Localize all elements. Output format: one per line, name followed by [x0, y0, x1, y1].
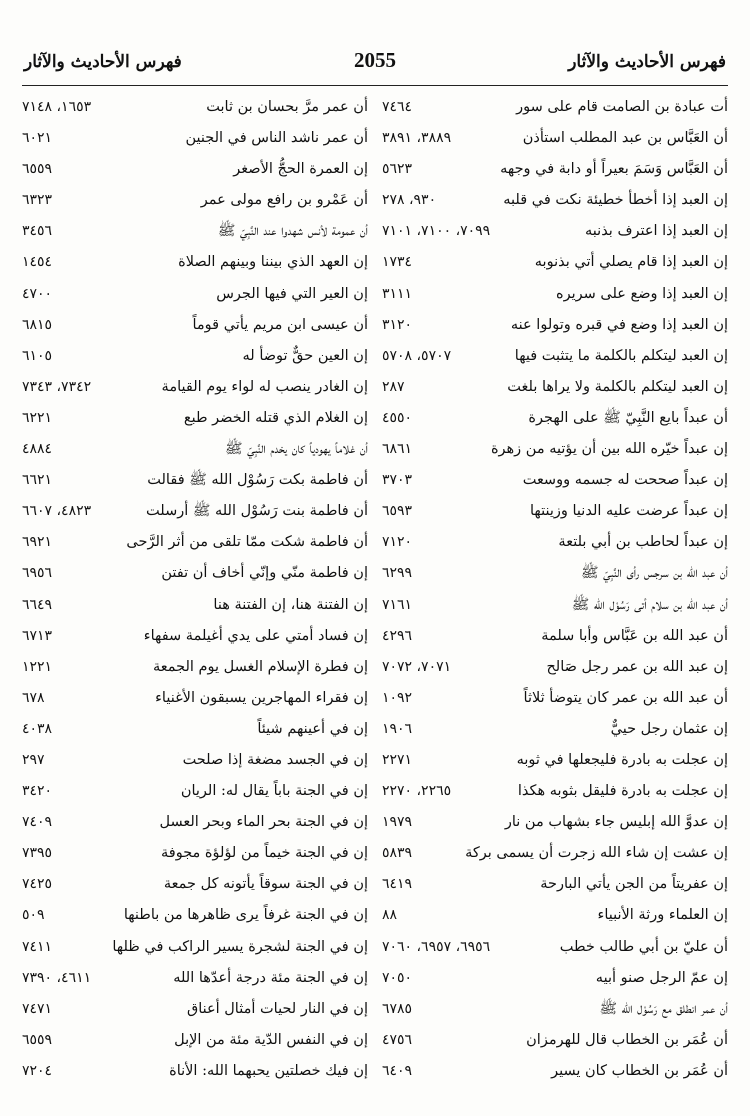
entry-numbers: ٦١٠٥ — [22, 347, 53, 364]
index-entry — [22, 434, 368, 465]
entry-numbers: ٥٨٣٩ — [382, 845, 413, 862]
index-entry — [382, 621, 728, 652]
entry-numbers: ٥٧٠٧، ٥٧٠٨ — [382, 347, 452, 364]
index-entry — [382, 92, 728, 123]
entry-text: إن في النفس الدّية مئة من الإبل — [174, 1031, 368, 1048]
index-entry — [382, 869, 728, 900]
entry-numbers: ٤٧٠٠ — [22, 285, 53, 302]
entry-numbers: ٧٣٩٥ — [22, 845, 53, 862]
entry-text: إن في الجنة مئة درجة أعدّها الله — [173, 969, 368, 986]
index-entry — [22, 1025, 368, 1056]
index-entry — [382, 279, 728, 310]
entry-text: إن العير التي فيها الجرس — [216, 285, 368, 302]
index-entry — [382, 123, 728, 154]
index-entry — [382, 745, 728, 776]
entry-numbers: ٦٧٨ — [22, 689, 45, 706]
index-entry — [22, 496, 368, 527]
entry-numbers: ١٩٠٦ — [382, 720, 413, 737]
entry-numbers: ٧٠٧١، ٧٠٧٢ — [382, 658, 452, 675]
entry-text: إن في الجنة باباً يقال له: الريان — [180, 783, 368, 800]
entry-text: أن عمر مرَّ بحسان بن ثابت — [206, 99, 368, 115]
entry-text: إن في الجسد مضغة إذا صلحت — [182, 751, 368, 768]
entry-text: إن العبد ليتكلم بالكلمة ما يتثبت فيها — [514, 347, 728, 364]
page-number: 2055 — [354, 48, 396, 72]
entry-text: أن العَبَّاس وَسَمَ بعيراً أو دابة في وجهه — [500, 161, 728, 178]
entry-numbers: ٧٤٦٤ — [382, 99, 413, 115]
index-entry — [22, 776, 368, 807]
index-entry — [382, 465, 728, 496]
index-entry — [22, 92, 368, 123]
index-entry — [382, 558, 728, 589]
index-entry — [22, 932, 368, 963]
index-entry — [382, 932, 728, 963]
index-entry — [382, 216, 728, 247]
entry-numbers: ٧١٦١ — [382, 596, 413, 613]
index-entry — [22, 590, 368, 621]
entry-text: أن فاطمة شكت ممّا تلقى من أثر الرَّحى — [126, 534, 368, 551]
entry-numbers: ٧٢٠٤ — [22, 1062, 53, 1079]
entry-numbers: ٦٠٢١ — [22, 130, 53, 147]
entry-numbers: ٦٦٤٩ — [22, 596, 53, 613]
entry-numbers: ١٦٥٣، ٧١٤٨ — [22, 99, 92, 115]
entry-numbers: ٤٠٣٨ — [22, 720, 53, 737]
entry-text: إن عبداً لحاطب بن أبي بلتعة — [558, 534, 728, 551]
index-entry — [382, 807, 728, 838]
index-entry — [382, 247, 728, 278]
entry-numbers: ٦٣٢٣ — [22, 192, 53, 209]
index-entry — [22, 869, 368, 900]
entry-numbers: ٢٩٧ — [22, 751, 45, 768]
entry-numbers: ٩٣٠، ٢٧٨ — [382, 192, 437, 209]
index-entry — [22, 154, 368, 185]
entry-text: إن في الجنة سوقاً يأتونه كل جمعة — [163, 876, 368, 893]
entry-numbers: ٦٥٥٩ — [22, 1031, 53, 1048]
entry-numbers: ١٤٥٤ — [22, 254, 53, 271]
entry-numbers: ٤٨٢٣، ٦٦٠٧ — [22, 503, 92, 520]
entry-text: إن العبد ليتكلم بالكلمة ولا يراها بلغت — [507, 378, 728, 395]
entry-text: أن عَمْرو بن رافع مولى عمر — [200, 192, 368, 209]
index-entry — [22, 807, 368, 838]
entry-numbers: ٥٦٢٣ — [382, 161, 413, 178]
entry-text: إن عبداً عرضت عليه الدنيا وزينتها — [530, 503, 728, 520]
index-entry — [22, 372, 368, 403]
entry-text: إن في النار لحيات أمثال أعناق — [186, 1000, 368, 1017]
index-entry — [382, 403, 728, 434]
entry-numbers: ٦٥٩٣ — [382, 503, 413, 520]
entry-text: أن فاطمة بكت رَسُوْل الله ﷺ فقالت — [147, 472, 368, 489]
entry-numbers: ٤٧٥٦ — [382, 1031, 413, 1048]
entry-numbers: ٣٧٠٣ — [382, 472, 413, 489]
entry-numbers: ٣٤٢٠ — [22, 783, 53, 800]
entry-text: أت عبادة بن الصامت قام على سور — [516, 99, 728, 115]
entry-numbers: ٧١٢٠ — [382, 534, 413, 551]
entry-text: أن عمر ناشد الناس في الجنين — [185, 130, 368, 147]
entry-text: إن فطرة الإسلام الغسل يوم الجمعة — [152, 658, 368, 675]
entry-text: أن عبد الله بن عَبَّاس وأبا سلمة — [541, 627, 728, 644]
index-entry — [22, 527, 368, 558]
entry-text: أن عيسى ابن مريم يأتي قوماً — [192, 316, 368, 333]
entry-text: إن العين حقٌّ توضأ له — [242, 347, 368, 364]
entry-text: إن العبد إذا أخطأ خطيئة نكت في قلبه — [503, 192, 728, 209]
entry-numbers: ٥٠٩ — [22, 907, 45, 924]
index-entry — [22, 994, 368, 1025]
entry-numbers: ١٠٩٢ — [382, 689, 413, 706]
entry-text: إن العبد إذا اعترف بذنبه — [585, 223, 728, 240]
entry-numbers: ٦٧٨٥ — [382, 1000, 413, 1017]
index-entry — [22, 1056, 368, 1087]
entry-numbers: ٦٢٩٩ — [382, 565, 413, 582]
entry-numbers: ٧٤٧١ — [22, 1000, 53, 1017]
entry-text: إن فاطمة منّي وإنّي أخاف أن تفتن — [161, 565, 368, 582]
index-entry — [382, 1025, 728, 1056]
index-entry — [382, 714, 728, 745]
index-entry — [382, 652, 728, 683]
entry-text: أن عمومة لأنس شهدوا عند النَّبِيّ ﷺ — [217, 223, 368, 240]
index-entry — [22, 216, 368, 247]
index-entry — [22, 745, 368, 776]
entry-numbers: ٧٤٢٥ — [22, 876, 53, 893]
entry-numbers: ١٢٢١ — [22, 658, 53, 675]
entry-text: إن العهد الذي بيننا وبينهم الصلاة — [178, 254, 368, 271]
index-entry — [382, 527, 728, 558]
index-column-right — [382, 92, 728, 1087]
entry-text: إن في الجنة خيماً من لؤلؤة مجوفة — [161, 845, 368, 862]
index-entry — [22, 123, 368, 154]
entry-numbers: ٧٤٠٩ — [22, 814, 53, 831]
entry-text: إن العبد إذا وضع على سريره — [555, 285, 728, 302]
entry-text: إن العلماء ورثة الأنبياء — [597, 907, 728, 924]
entry-text: أن عبد الله بن عمر كان يتوضأ ثلاثاً — [523, 689, 728, 706]
index-entry — [382, 154, 728, 185]
entry-numbers: ٦٨١٥ — [22, 316, 53, 333]
header-rule — [22, 85, 728, 86]
entry-numbers: ٧٣٤٢، ٧٣٤٣ — [22, 378, 92, 395]
entry-numbers: ٧٤١١ — [22, 938, 53, 955]
index-entry — [382, 496, 728, 527]
entry-numbers: ٦٩٥٦، ٦٩٥٧، ٧٠٦٠ — [382, 938, 491, 955]
entry-numbers: ٨٨ — [382, 907, 398, 924]
index-entry — [382, 185, 728, 216]
index-entry — [22, 185, 368, 216]
index-entry — [382, 900, 728, 931]
entry-numbers: ٣١٢٠ — [382, 316, 413, 333]
entry-text: إن عشت إن شاء الله زجرت أن يسمى بركة — [465, 845, 728, 862]
index-entry — [382, 590, 728, 621]
index-entry — [22, 310, 368, 341]
index-entry — [382, 434, 728, 465]
index-entry — [22, 838, 368, 869]
index-entry — [22, 247, 368, 278]
index-entry — [22, 714, 368, 745]
entry-text: إن عجلت به بادرة فليجعلها في ثوبه — [516, 751, 728, 768]
entry-numbers: ٤٦١١، ٧٣٩٠ — [22, 969, 92, 986]
entry-numbers: ٢٨٧ — [382, 378, 405, 395]
entry-numbers: ٢٢٦٥، ٢٢٧٠ — [382, 783, 452, 800]
entry-text: أن عبداً بايع النَّبِيّ ﷺ على الهجرة — [528, 409, 728, 426]
index-entry — [22, 900, 368, 931]
entry-text: إن في أعينهم شيئاً — [257, 720, 368, 737]
index-entry — [22, 279, 368, 310]
entry-text: أن غلاماً يهودياً كان يخدم النَّبِيّ ﷺ — [224, 441, 368, 458]
entry-text: إن فساد أمتي على يدي أغيلمة سفهاء — [143, 627, 368, 644]
entry-numbers: ٦٦٢١ — [22, 472, 53, 489]
index-entry — [382, 838, 728, 869]
entry-text: إن عمّ الرجل صنو أبيه — [595, 969, 728, 986]
entry-numbers: ٤٥٥٠ — [382, 409, 413, 426]
entry-text: إن في الجنة غرفاً يرى ظاهرها من باطنها — [123, 907, 368, 924]
index-entry — [382, 994, 728, 1025]
index-entry — [382, 1056, 728, 1087]
entry-numbers: ٦٩٥٦ — [22, 565, 53, 582]
entry-numbers: ٧٠٩٩، ٧١٠٠، ٧١٠١ — [382, 223, 491, 240]
entry-numbers: ٦٧١٣ — [22, 627, 53, 644]
entry-numbers: ٦٢٢١ — [22, 409, 53, 426]
entry-text: إن الفتنة هنا، إن الفتنة هنا — [213, 596, 368, 613]
entry-text: إن الغلام الذي قتله الخضر طبع — [183, 409, 368, 426]
entry-numbers: ٦٨٦١ — [382, 441, 413, 458]
entry-numbers: ١٩٧٩ — [382, 814, 413, 831]
index-entry — [22, 963, 368, 994]
entry-numbers: ٤٢٩٦ — [382, 627, 413, 644]
entry-text: أن عمر انطلق مع رَسُوْل الله ﷺ — [599, 1000, 728, 1017]
entry-numbers: ٣٤٥٦ — [22, 223, 53, 240]
entry-text: أن عليّ بن أبي طالب خطب — [559, 938, 728, 955]
entry-text: إن العبد إذا قام يصلي أتي بذنوبه — [534, 254, 728, 271]
entry-text: إن عجلت به بادرة فليقل بثوبه هكذا — [517, 783, 728, 800]
entry-text: إن في الجنة لشجرة يسير الراكب في ظلها — [112, 938, 368, 955]
entry-numbers: ٦٥٥٩ — [22, 161, 53, 178]
entry-text: إن الغادر ينصب له لواء يوم القيامة — [161, 378, 368, 395]
index-entry — [22, 621, 368, 652]
index-entry — [382, 341, 728, 372]
index-entry — [22, 683, 368, 714]
entry-numbers: ١٧٣٤ — [382, 254, 413, 271]
entry-text: إن عفريتاً من الجن يأتي البارحة — [540, 876, 728, 893]
entry-text: أن العَبَّاس بن عبد المطلب استأذن — [522, 130, 728, 147]
entry-text: إن عدوَّ الله إبليس جاء بشهاب من نار — [504, 814, 728, 831]
running-title-left: فهرس الأحاديث والآثار — [24, 52, 182, 72]
entry-numbers: ٦٩٢١ — [22, 534, 53, 551]
index-entry — [22, 403, 368, 434]
entry-text: إن العبد إذا وضع في قبره وتولوا عنه — [510, 316, 728, 333]
entry-text: أن عُمَر بن الخطاب كان يسير — [551, 1062, 728, 1079]
entry-text: إن عثمان رجل حييٌّ — [610, 720, 728, 737]
entry-text: أن عبد الله بن سرجس رأى النَّبِيّ ﷺ — [581, 565, 728, 582]
index-entry — [382, 372, 728, 403]
running-title-right: فهرس الأحاديث والآثار — [568, 52, 726, 72]
index-column-left — [22, 92, 368, 1087]
entry-text: أن فاطمة بنت رَسُوْل الله ﷺ أرسلت — [146, 503, 368, 520]
index-entry — [22, 341, 368, 372]
entry-text: إن في الجنة بحر الماء وبحر العسل — [159, 814, 368, 831]
entry-numbers: ٣١١١ — [382, 285, 413, 302]
entry-text: إن عبداً صححت له جسمه ووسعت — [522, 472, 728, 489]
entry-numbers: ٣٨٨٩، ٣٨٩١ — [382, 130, 452, 147]
index-entry — [382, 776, 728, 807]
index-entry — [382, 963, 728, 994]
index-entry — [22, 652, 368, 683]
index-entry — [382, 683, 728, 714]
entry-text: إن عبداً خيّره الله بين أن يؤتيه من زهرة — [490, 441, 728, 458]
entry-numbers: ٢٢٧١ — [382, 751, 413, 768]
entry-text: إن عبد الله بن عمر رجل صَالح — [546, 658, 728, 675]
entry-text: أن عُمَر بن الخطاب قال للهرمزان — [526, 1031, 728, 1048]
index-entry — [382, 310, 728, 341]
index-entry — [22, 558, 368, 589]
entry-numbers: ٧٠٥٠ — [382, 969, 413, 986]
entry-text: أن عبد الله بن سلام أتى رَسُوْل الله ﷺ — [571, 596, 728, 613]
entry-numbers: ٦٤٠٩ — [382, 1062, 413, 1079]
entry-numbers: ٤٨٨٤ — [22, 441, 53, 458]
entry-text: إن فيك خصلتين يحبهما الله: الأناة — [169, 1062, 368, 1079]
entry-text: إن العمرة الحجُّ الأصغر — [233, 161, 368, 178]
entry-numbers: ٦٤١٩ — [382, 876, 413, 893]
page-header — [24, 48, 726, 80]
index-entry — [22, 465, 368, 496]
entry-text: إن فقراء المهاجرين يسبقون الأغنياء — [155, 689, 368, 706]
